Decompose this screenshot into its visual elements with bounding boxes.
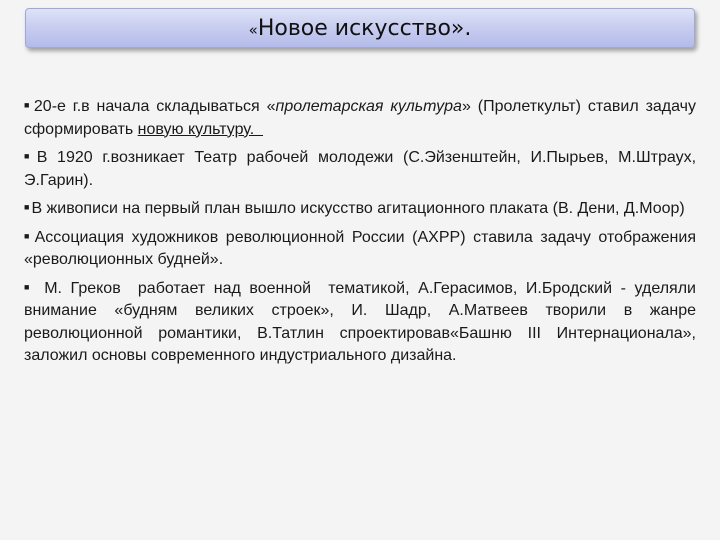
title-open-quote: « bbox=[248, 21, 258, 39]
bullet-poster bbox=[24, 196, 696, 221]
slide-content bbox=[24, 94, 701, 372]
slide-title bbox=[26, 9, 694, 49]
bullet-marker: ■ bbox=[24, 151, 35, 161]
bullet-3-text: В живописи на первый план вышло искусство агитационного плаката (В. Дени, Д.Моор) bbox=[31, 200, 685, 217]
bullet-1-underlined: новую культуру. bbox=[137, 120, 264, 138]
bullet-theatre bbox=[24, 145, 696, 192]
bullet-5-text: М. Греков работает над военной тематикой, А.Герасимов, И.Бродский - уделяли внимание «будням великих строек», И. Шадр, А.Матвеев творили в жанре революционной романтики, В.Татлин спроектировав«Башню III Интернационала», заложил основы современного индустриального дизайна. bbox=[24, 279, 701, 364]
bullet-akhrr bbox=[24, 225, 696, 272]
bullet-4-text: Ассоциация художников революционной России (АХРР) ставила задачу отображения «революционных будней». bbox=[24, 228, 696, 268]
bullet-1-text-b: » (Пролеткульт) ставил задачу сформировать bbox=[24, 98, 697, 138]
bullet-marker: ■ bbox=[24, 230, 33, 241]
bullet-1-text-a: 20-е г.в начала складываться « bbox=[33, 98, 276, 115]
title-main: Новое искусство». bbox=[257, 16, 472, 41]
bullet-2-text: В 1920 г.возникает Театр рабочей молодежи (С.Эйзенштейн, И.Пырьев, М.Штраух, Э.Гарин). bbox=[24, 149, 697, 189]
bullet-1-italic: пролетарская культура bbox=[275, 98, 462, 115]
bullet-marker: ■ bbox=[24, 202, 30, 212]
bullet-proletkult bbox=[24, 94, 696, 141]
bullet-marker: ■ bbox=[24, 281, 34, 292]
bullet-marker: ■ bbox=[24, 100, 32, 110]
slide-title-bar bbox=[25, 8, 695, 48]
bullet-artists bbox=[24, 276, 701, 368]
